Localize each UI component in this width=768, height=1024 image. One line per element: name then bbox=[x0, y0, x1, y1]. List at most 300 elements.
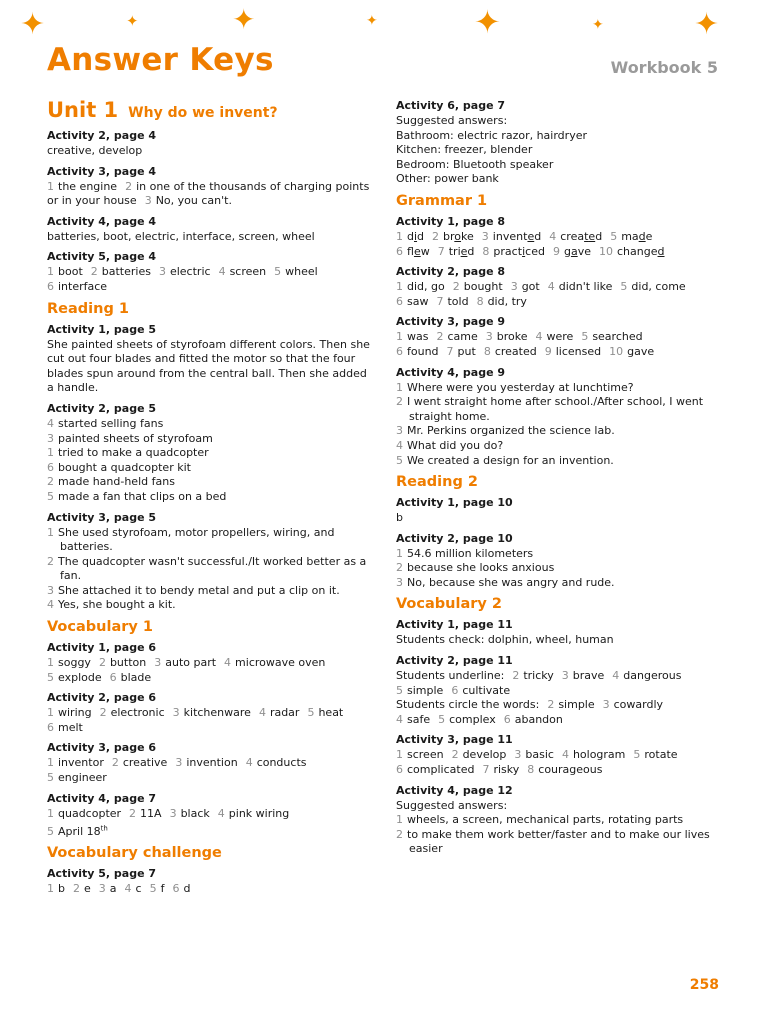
answer-item bbox=[609, 345, 654, 358]
activity-block bbox=[396, 495, 731, 526]
answer-number: 2 bbox=[72, 882, 80, 896]
section-heading: Vocabulary 1 bbox=[47, 619, 153, 636]
answer-item bbox=[259, 706, 300, 719]
word-letter: k bbox=[461, 229, 468, 243]
word-letter: n bbox=[495, 229, 503, 243]
answer-word: safe bbox=[407, 712, 431, 726]
answer-text: creative, develop bbox=[47, 144, 143, 157]
numbered-answer bbox=[47, 417, 377, 432]
answer-text: Other: power bank bbox=[396, 172, 499, 186]
answer-item bbox=[246, 756, 307, 769]
answer-number: 9 bbox=[544, 344, 552, 358]
answer-number: 5 bbox=[581, 330, 589, 344]
answer-number: 2 bbox=[396, 827, 403, 841]
answer-item bbox=[620, 280, 685, 293]
answer-prefix: Students circle the words: bbox=[396, 698, 540, 712]
answer-item bbox=[219, 265, 267, 278]
word-letter: d bbox=[407, 229, 414, 243]
answer-number: 3 bbox=[561, 669, 569, 683]
word-letter: e bbox=[588, 229, 596, 243]
activity-title: Activity 2, page 4 bbox=[47, 129, 157, 142]
right-column-content bbox=[396, 98, 731, 857]
answer-item bbox=[99, 882, 117, 895]
activity-title: Activity 4, page 9 bbox=[396, 365, 506, 379]
unit-title: Unit 1 bbox=[47, 98, 119, 122]
answer-word bbox=[493, 230, 541, 243]
activity-title: Activity 3, page 4 bbox=[47, 164, 157, 178]
answer-word: No, you can't. bbox=[155, 194, 232, 208]
answer-number: 4 bbox=[217, 806, 225, 820]
answer-word: did, come bbox=[631, 280, 686, 294]
unit-subtitle: Why do we invent? bbox=[128, 105, 278, 121]
answer-word: quadcopter bbox=[58, 806, 122, 820]
answer-row bbox=[396, 713, 731, 728]
answer-number: 8 bbox=[483, 344, 491, 358]
section-heading: Vocabulary 2 bbox=[396, 596, 502, 613]
answer-number: 3 bbox=[47, 583, 54, 597]
activity-block bbox=[47, 164, 377, 209]
answer-number: 4 bbox=[47, 416, 54, 430]
answer-text: Students check: dolphin, wheel, human bbox=[396, 633, 614, 647]
answer-item bbox=[549, 230, 602, 243]
word-letter: r bbox=[500, 244, 505, 258]
answer-word: electric bbox=[169, 265, 211, 279]
answer-number: 3 bbox=[169, 806, 177, 820]
answer-word: d bbox=[183, 882, 191, 896]
answer-number: 4 bbox=[396, 712, 403, 726]
word-letter: a bbox=[630, 244, 637, 258]
answer-word: did, go bbox=[407, 280, 445, 294]
answer-item bbox=[100, 706, 165, 719]
answer-number: 6 bbox=[503, 712, 511, 726]
answer-text: She painted sheets of styrofoam different colors. Then she cut out four blades and fitted the motor so that the four blades spun around from the central ball. Then she added a handle. bbox=[47, 337, 370, 395]
answer-word bbox=[449, 245, 475, 258]
activity-title: Activity 1, page 10 bbox=[396, 496, 513, 510]
word-letter: t bbox=[523, 229, 528, 243]
answer-item bbox=[175, 756, 237, 769]
answer-row bbox=[396, 763, 731, 778]
answer-item bbox=[547, 698, 594, 711]
right-column bbox=[396, 98, 731, 862]
answer-number: 2 bbox=[396, 561, 403, 575]
answer-item bbox=[562, 669, 605, 682]
answer-item bbox=[47, 656, 91, 669]
page-number: 258 bbox=[689, 977, 719, 993]
answer-word: boot bbox=[58, 265, 83, 279]
answer-number: 5 bbox=[620, 280, 628, 294]
answer-number: 1 bbox=[47, 179, 54, 193]
answer-word: bought bbox=[463, 280, 503, 294]
answer-number: 5 bbox=[307, 706, 315, 720]
answer-number: 6 bbox=[396, 244, 403, 258]
activity-block bbox=[47, 128, 377, 159]
answer-word bbox=[443, 230, 474, 243]
answer-word: risky bbox=[493, 763, 520, 777]
answer-word: conducts bbox=[256, 756, 307, 770]
left-column bbox=[47, 98, 377, 902]
activity-title: Activity 6, page 7 bbox=[396, 99, 506, 112]
answer-number: 1 bbox=[396, 380, 403, 394]
answer-item bbox=[527, 763, 602, 776]
answer-row bbox=[47, 721, 377, 736]
answer-text: Mr. Perkins organized the science lab. bbox=[407, 424, 615, 438]
answer-number: 4 bbox=[218, 265, 226, 279]
answer-item bbox=[610, 230, 652, 243]
answer-item bbox=[396, 330, 428, 343]
answer-number: 3 bbox=[396, 424, 403, 438]
answer-text: because she looks anxious bbox=[407, 561, 555, 575]
answer-text: I went straight home after school./After school, I went straight home. bbox=[407, 395, 704, 423]
answer-item bbox=[396, 245, 430, 258]
activity-block bbox=[396, 314, 731, 359]
answer-word: auto part bbox=[165, 656, 217, 670]
answer-number: 10 bbox=[598, 244, 613, 258]
activity-title: Activity 1, page 6 bbox=[47, 641, 157, 655]
answer-word: were bbox=[546, 330, 574, 344]
answer-row bbox=[396, 698, 731, 713]
answer-item bbox=[170, 807, 210, 820]
numbered-answer bbox=[47, 461, 377, 476]
answer-number: 10 bbox=[609, 344, 624, 358]
word-letter: d bbox=[417, 229, 425, 243]
answer-word: rotate bbox=[644, 748, 678, 762]
activity-block bbox=[47, 791, 377, 840]
answer-item bbox=[447, 345, 476, 358]
activity-block bbox=[396, 617, 731, 648]
word-letter: d bbox=[595, 229, 603, 243]
answer-number: 2 bbox=[125, 179, 133, 193]
answer-text: Suggested answers: bbox=[396, 798, 508, 812]
answer-word bbox=[407, 245, 430, 258]
answer-word: button bbox=[109, 656, 147, 670]
answer-text: 54.6 million kilometers bbox=[407, 546, 534, 560]
answer-number: 8 bbox=[476, 294, 484, 308]
answer-number: 4 bbox=[47, 598, 54, 612]
answer-item bbox=[545, 345, 601, 358]
answer-number: 3 bbox=[172, 706, 180, 720]
activity-title: Activity 5, page 7 bbox=[47, 867, 157, 881]
numbered-answer bbox=[396, 424, 731, 439]
answer-number: 4 bbox=[561, 748, 569, 762]
word-letter: v bbox=[577, 244, 585, 258]
activity-block bbox=[396, 531, 731, 591]
answer-prefix: Students underline: bbox=[396, 669, 505, 683]
word-letter: e bbox=[650, 244, 658, 258]
answer-item bbox=[218, 807, 289, 820]
answer-word: abandon bbox=[514, 712, 563, 726]
word-letter: h bbox=[623, 244, 631, 258]
answer-word: created bbox=[494, 344, 537, 358]
answer-word: complicated bbox=[407, 763, 475, 777]
answer-item bbox=[548, 280, 613, 293]
answer-word: hologram bbox=[572, 748, 626, 762]
answer-number: 5 bbox=[274, 265, 282, 279]
answer-item bbox=[452, 748, 507, 761]
answer-word: invention bbox=[186, 756, 238, 770]
answer-number: 6 bbox=[47, 279, 54, 293]
answer-item bbox=[438, 245, 475, 258]
answer-number: 3 bbox=[514, 748, 522, 762]
answer-word: screen bbox=[229, 265, 267, 279]
answer-word: develop bbox=[462, 748, 507, 762]
activity-block bbox=[47, 401, 377, 505]
answer-number: 7 bbox=[437, 244, 445, 258]
star-icon: ✦ bbox=[694, 7, 720, 42]
activity-block bbox=[47, 740, 377, 785]
word-letter: d bbox=[638, 229, 646, 243]
answer-text: Bedroom: Bluetooth speaker bbox=[396, 157, 554, 171]
word-letter: e bbox=[413, 244, 421, 258]
answer-word: black bbox=[180, 806, 210, 820]
section-heading: Vocabulary challenge bbox=[47, 845, 222, 862]
answer-number: 6 bbox=[396, 294, 403, 308]
activity-title: Activity 1, page 5 bbox=[47, 322, 157, 336]
answer-number: 3 bbox=[47, 431, 54, 445]
answer-row bbox=[47, 656, 377, 671]
activity-title: Activity 3, page 5 bbox=[47, 510, 157, 524]
activity-block bbox=[47, 249, 377, 294]
numbered-answer bbox=[396, 439, 731, 454]
answer-number: 6 bbox=[396, 763, 403, 777]
answer-number: 8 bbox=[527, 763, 535, 777]
numbered-answer bbox=[47, 490, 377, 505]
activity-title: Activity 3, page 6 bbox=[47, 741, 157, 755]
answer-item bbox=[482, 245, 545, 258]
word-letter: a bbox=[631, 229, 639, 243]
answer-text: Yes, she bought a kit. bbox=[58, 598, 176, 612]
answer-text: She used styrofoam, motor propellers, wiring, and batteries. bbox=[58, 525, 335, 554]
answer-number: 1 bbox=[47, 265, 54, 279]
word-letter: t bbox=[584, 229, 589, 243]
answer-number: 2 bbox=[129, 806, 137, 820]
answer-number: 6 bbox=[109, 670, 117, 684]
answer-number: 2 bbox=[47, 475, 54, 489]
answer-number: 2 bbox=[436, 330, 444, 344]
answer-text: The quadcopter wasn't successful./It worked better as a fan. bbox=[58, 554, 367, 583]
answer-word: was bbox=[407, 330, 429, 344]
answer-word: a bbox=[109, 882, 117, 896]
answer-number: 5 bbox=[47, 670, 54, 684]
answer-word: brave bbox=[572, 669, 605, 683]
answer-item bbox=[224, 656, 325, 669]
answer-word: microwave oven bbox=[235, 656, 326, 670]
answer-item bbox=[512, 669, 553, 682]
answer-word: engineer bbox=[58, 771, 107, 785]
workbook-label: Workbook 5 bbox=[610, 58, 718, 77]
answer-number: 4 bbox=[549, 229, 557, 243]
word-letter: r bbox=[450, 229, 455, 243]
answer-number: 4 bbox=[258, 706, 266, 720]
answer-number: 7 bbox=[436, 294, 444, 308]
answer-number: 8 bbox=[482, 244, 490, 258]
answer-number: 5 bbox=[47, 824, 54, 838]
answer-item bbox=[436, 330, 477, 343]
answer-number: 1 bbox=[396, 280, 403, 294]
activity-block bbox=[396, 653, 731, 727]
answer-number: 1 bbox=[396, 229, 403, 243]
word-letter: d bbox=[657, 244, 665, 258]
answer-word: kitchenware bbox=[183, 706, 251, 720]
answer-text: bought a quadcopter kit bbox=[58, 460, 191, 474]
answer-row bbox=[396, 230, 731, 245]
answer-item bbox=[511, 280, 540, 293]
answer-number: 2 bbox=[432, 229, 440, 243]
answer-word: soggy bbox=[58, 656, 91, 670]
star-icon: ✦ bbox=[126, 12, 139, 30]
answer-number: 6 bbox=[172, 882, 180, 896]
answer-item bbox=[438, 713, 496, 726]
activity-title: Activity 1, page 11 bbox=[396, 618, 513, 632]
answer-row bbox=[47, 671, 377, 686]
answer-number: 3 bbox=[158, 265, 166, 279]
word-letter: b bbox=[443, 229, 451, 243]
answer-number: 5 bbox=[633, 748, 641, 762]
answer-word: saw bbox=[407, 294, 429, 308]
answer-word: April 18 bbox=[58, 824, 101, 838]
answer-word bbox=[407, 230, 424, 243]
answer-item bbox=[396, 748, 444, 761]
answer-item bbox=[125, 882, 142, 895]
answer-item bbox=[396, 684, 443, 697]
answer-number: 3 bbox=[98, 882, 106, 896]
word-letter: a bbox=[577, 229, 585, 243]
answer-number: 5 bbox=[610, 229, 618, 243]
answer-item bbox=[145, 194, 232, 207]
answer-word bbox=[621, 230, 652, 243]
answer-number: 1 bbox=[396, 748, 403, 762]
answer-item bbox=[307, 706, 343, 719]
activity-title: Activity 4, page 12 bbox=[396, 783, 513, 797]
activity-title: Activity 2, page 10 bbox=[396, 531, 513, 545]
word-letter: a bbox=[570, 244, 578, 258]
answer-number: 5 bbox=[438, 712, 446, 726]
answer-text: Where were you yesterday at lunchtime? bbox=[407, 380, 634, 394]
answer-number: 2 bbox=[99, 706, 107, 720]
section-heading: Reading 2 bbox=[396, 474, 478, 491]
answer-word: screen bbox=[407, 748, 444, 762]
answer-number: 7 bbox=[482, 763, 490, 777]
answer-item bbox=[396, 713, 430, 726]
answer-row bbox=[396, 684, 731, 699]
answer-item bbox=[504, 713, 563, 726]
answer-number: 5 bbox=[149, 882, 157, 896]
answer-number: 1 bbox=[396, 813, 403, 827]
word-letter: o bbox=[454, 229, 462, 243]
answer-item bbox=[47, 265, 83, 278]
answer-word: tricky bbox=[523, 669, 554, 683]
answer-item bbox=[603, 698, 663, 711]
numbered-answer bbox=[47, 446, 377, 461]
answer-number: 5 bbox=[396, 453, 403, 467]
answer-item bbox=[484, 345, 537, 358]
word-letter: n bbox=[636, 244, 644, 258]
answer-word: electronic bbox=[110, 706, 165, 720]
answer-word: blade bbox=[120, 670, 152, 684]
answer-number: 2 bbox=[47, 554, 54, 568]
word-letter: e bbox=[527, 229, 535, 243]
unit-heading bbox=[47, 98, 377, 122]
answer-item bbox=[47, 280, 107, 293]
answer-word: put bbox=[457, 344, 476, 358]
answer-number: 4 bbox=[547, 280, 555, 294]
numbered-answer bbox=[47, 555, 377, 584]
answer-row bbox=[47, 280, 377, 295]
activity-title: Activity 2, page 11 bbox=[396, 654, 513, 668]
answer-text: wheels, a screen, mechanical parts, rotating parts bbox=[407, 813, 684, 827]
answer-number: 1 bbox=[396, 546, 403, 560]
star-icon: ✦ bbox=[474, 3, 501, 41]
answer-number: 1 bbox=[47, 806, 54, 820]
star-icon: ✦ bbox=[20, 7, 46, 42]
answer-number: 5 bbox=[396, 683, 403, 697]
activity-block bbox=[47, 690, 377, 735]
word-letter: d bbox=[467, 244, 475, 258]
activity-block bbox=[396, 214, 731, 259]
answer-number: 6 bbox=[396, 344, 403, 358]
answer-word: explode bbox=[58, 670, 102, 684]
activity-block bbox=[396, 365, 731, 469]
answer-item bbox=[451, 684, 510, 697]
answer-row bbox=[47, 821, 377, 839]
word-letter: d bbox=[534, 229, 542, 243]
answer-item bbox=[436, 295, 468, 308]
answer-text: We created a design for an invention. bbox=[407, 453, 614, 467]
answer-item bbox=[274, 265, 318, 278]
answer-text: to make them work better/faster and to make our lives easier bbox=[407, 827, 710, 856]
answer-word: cowardly bbox=[613, 698, 664, 712]
answer-number: 4 bbox=[535, 330, 543, 344]
answer-word: pink wiring bbox=[228, 806, 290, 820]
answer-word: cultivate bbox=[462, 683, 511, 697]
word-letter: r bbox=[453, 244, 458, 258]
activity-title: Activity 4, page 7 bbox=[47, 791, 157, 805]
answer-item bbox=[633, 748, 677, 761]
activity-block bbox=[396, 264, 731, 309]
answer-item bbox=[562, 748, 625, 761]
answer-row bbox=[47, 756, 377, 771]
answer-item bbox=[110, 671, 152, 684]
numbered-answer bbox=[47, 584, 377, 599]
answer-text: What did you do? bbox=[407, 438, 504, 452]
answer-text: She attached it to bendy metal and put a clip on it. bbox=[58, 583, 340, 597]
answer-number: 3 bbox=[481, 229, 489, 243]
answer-word: didn't like bbox=[558, 280, 613, 294]
answer-text: Bathroom: electric razor, hairdryer bbox=[396, 128, 587, 142]
answer-word: 11A bbox=[140, 806, 162, 820]
answer-text: batteries, boot, electric, interface, screen, wheel bbox=[47, 229, 315, 243]
answer-number: 3 bbox=[154, 656, 162, 670]
answer-word: licensed bbox=[555, 344, 602, 358]
answer-word: wheel bbox=[285, 265, 318, 279]
answer-word: c bbox=[135, 882, 142, 896]
answer-item bbox=[47, 882, 65, 895]
answer-word bbox=[617, 245, 665, 258]
answer-number: 3 bbox=[510, 280, 518, 294]
numbered-answer bbox=[47, 526, 377, 555]
answer-item bbox=[396, 230, 424, 243]
answer-item bbox=[47, 807, 121, 820]
answer-row bbox=[396, 295, 731, 310]
answer-number: 5 bbox=[47, 489, 54, 503]
activity-title: Activity 2, page 8 bbox=[396, 265, 506, 279]
answer-item bbox=[396, 763, 474, 776]
answer-number: 4 bbox=[396, 438, 403, 452]
word-letter: i bbox=[457, 244, 461, 258]
word-letter: p bbox=[493, 244, 501, 258]
answer-item bbox=[47, 706, 92, 719]
answer-item bbox=[47, 180, 117, 193]
activity-block bbox=[47, 866, 377, 897]
